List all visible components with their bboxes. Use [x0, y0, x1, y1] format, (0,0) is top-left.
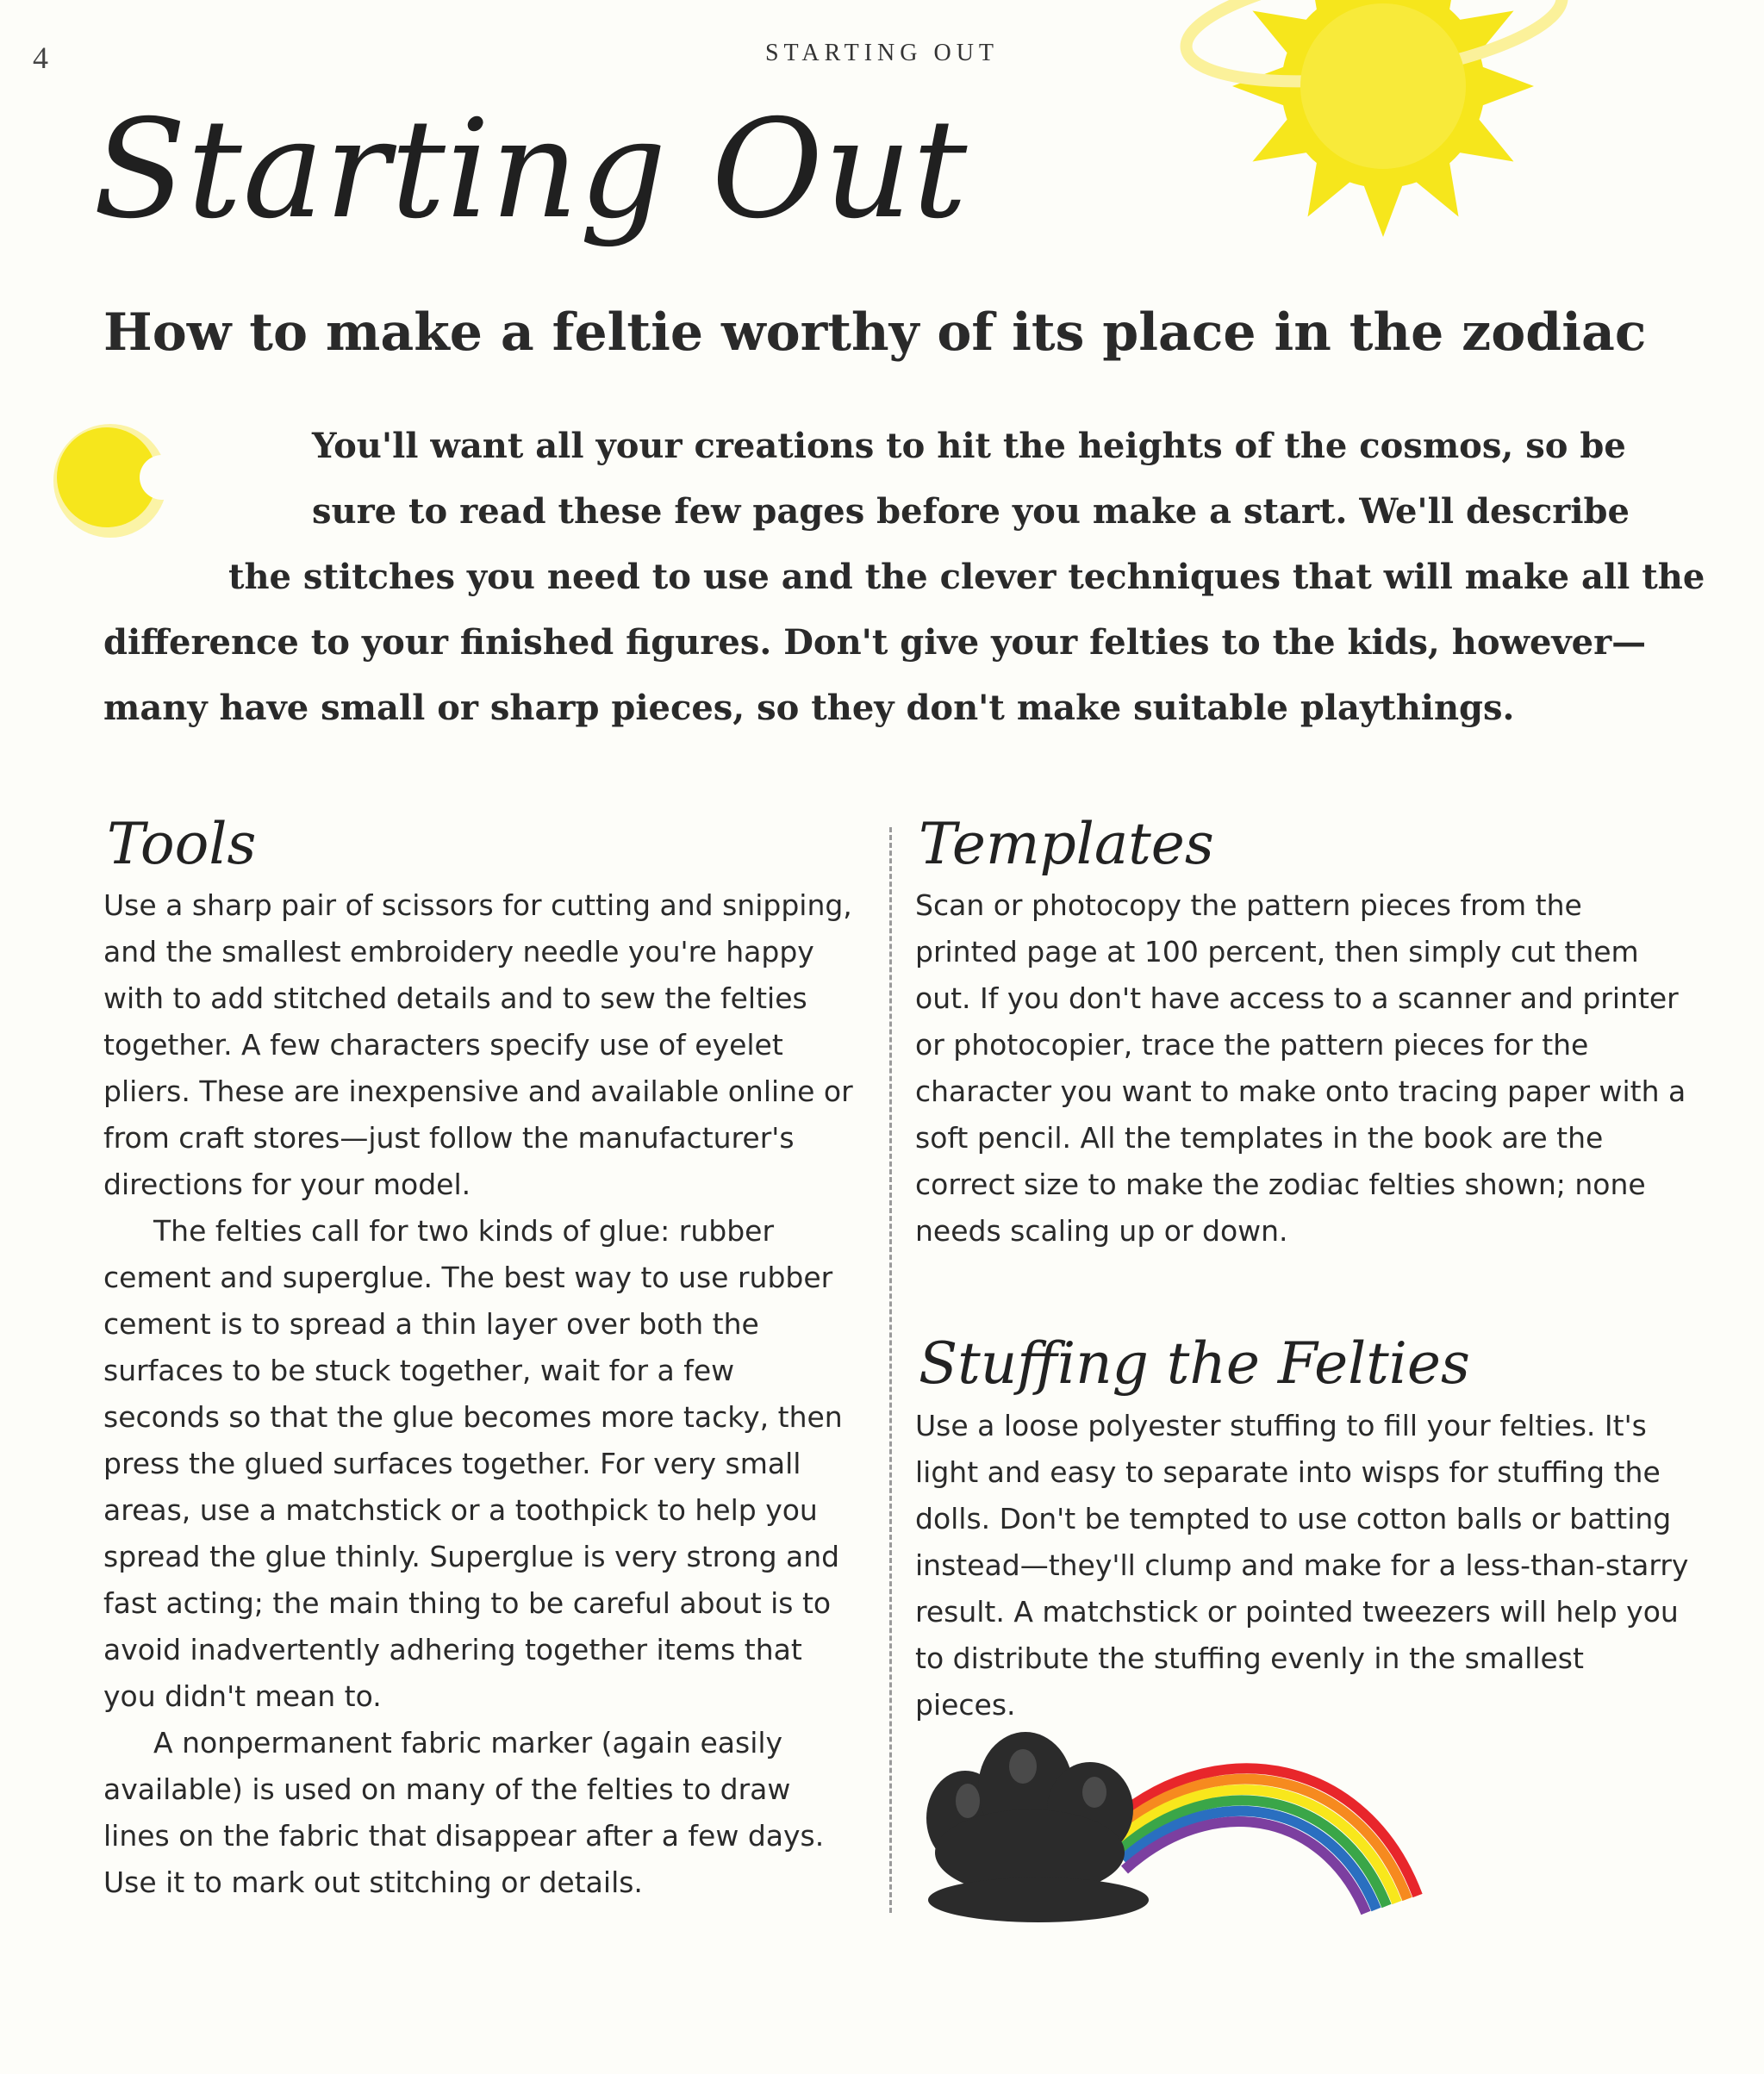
page-subtitle: How to make a feltie worthy of its place in the zodiac	[103, 302, 1647, 363]
tools-paragraph: The felties call for two kinds of glue: rubber cement and superglue. The best way to use rubber cement is to spread a thin layer over both the surfaces to be stuck together, wait for a few seconds so that the glue becomes more tacky, then press the glued surfaces together. For very small areas, use a matchstick or a toothpick to help you spread the glue thinly. Superglue is very strong and fast acting; the main thing to be careful about is to avoid inadvertently adhering together items that you didn't mean to.	[103, 1214, 843, 1714]
stuffing-section	[915, 1330, 1691, 1728]
tools-paragraph: A nonpermanent fabric marker (again easily available) is used on many of the felties to draw lines on the fabric that disappear after a few days. Use it to mark out stitching or details.	[103, 1726, 825, 1900]
stuffing-heading: Stuffing the Felties	[919, 1330, 1470, 1398]
right-column	[915, 811, 1691, 1728]
column-divider	[889, 827, 892, 1913]
intro-line: You'll want all your creations to hit the heights of the cosmos, so be	[312, 426, 1626, 466]
tools-heading: Tools	[107, 811, 257, 877]
sun-illustration	[1172, 0, 1586, 250]
templates-section	[915, 811, 1691, 1255]
running-head: STARTING OUT	[764, 40, 1000, 66]
tools-section	[103, 811, 853, 1906]
templates-heading: Templates	[919, 811, 1214, 877]
crescent-moon-illustration	[43, 414, 181, 543]
intro-line: the stitches you need to use and the clever techniques that will make all the	[228, 557, 1705, 597]
cloud-rainbow-illustration	[918, 1723, 1435, 1947]
page-number: 4	[33, 40, 48, 75]
intro-line: many have small or sharp pieces, so they don't make suitable playthings.	[103, 688, 1515, 728]
tools-paragraph: Use a sharp pair of scissors for cutting and snipping, and the smallest embroidery needle you're happy with to add stitched details and to sew the felties together. A few characters specify use of eyelet pliers. These are inexpensive and available online or from craft stores—just follow the manufacturer's directions for your model.	[103, 888, 853, 1202]
intro-line: difference to your finished figures. Don't give your felties to the kids, however—	[103, 622, 1647, 663]
templates-paragraph: Scan or photocopy the pattern pieces from the printed page at 100 percent, then simply cut them out. If you don't have access to a scanner and printer or photocopier, trace the pattern pieces for the character you want to make onto tracing paper with a soft pencil. All the templates in the book are the correct size to make the zodiac felties shown; none needs scaling up or down.	[915, 888, 1686, 1249]
intro-line: sure to read these few pages before you make a start. We'll describe	[312, 491, 1630, 532]
stuffing-paragraph: Use a loose polyester stuffing to fill your felties. It's light and easy to separate into wisps for stuffing the dolls. Don't be tempted to use cotton balls or batting instead—they'll clump and make for a less-than-starry result. A matchstick or pointed tweezers will help you to distribute the stuffing evenly in the smallest pieces.	[915, 1408, 1689, 1722]
page-title: Starting Out	[93, 90, 969, 249]
